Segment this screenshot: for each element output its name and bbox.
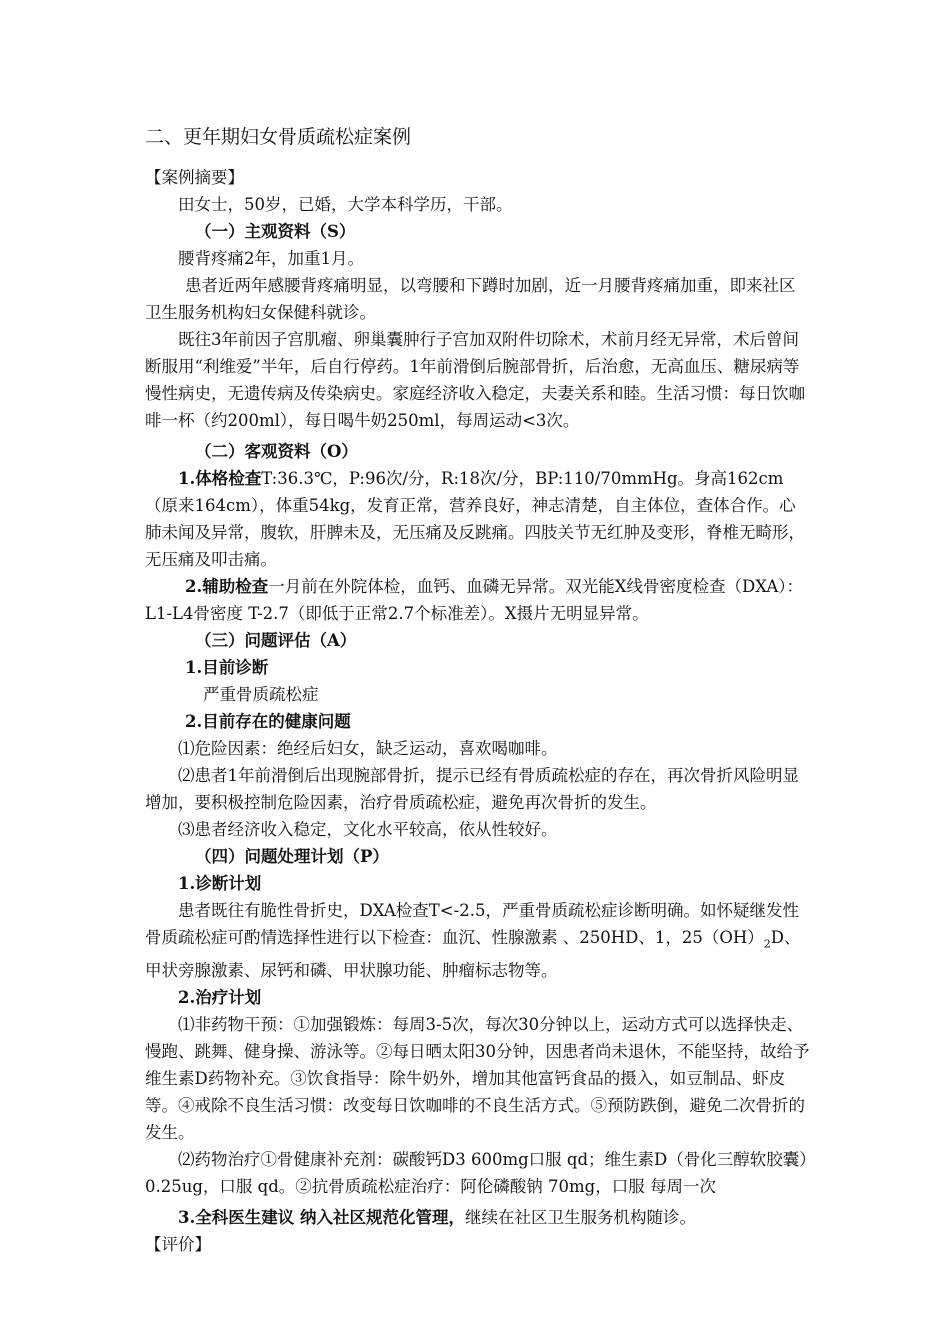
- physical-exam-label: 1.体格检查: [178, 469, 262, 488]
- plan-heading: （四）问题处理计划（P）: [195, 847, 389, 866]
- current-diagnosis-label: 1.目前诊断: [185, 658, 269, 677]
- health-problem-1: ⑴危险因素：绝经后妇女，缺乏运动，喜欢喝咖啡。: [178, 739, 558, 758]
- subjective-heading: （一）主观资料（S）: [195, 222, 356, 241]
- document-body: [145, 120, 810, 1258]
- patient-info: 田女士，50岁，已婚，大学本科学历，干部。: [178, 195, 513, 214]
- auxiliary-exam: [145, 573, 810, 627]
- health-problem-3: ⑶患者经济收入稳定，文化水平较高，依从性较好。: [178, 820, 558, 839]
- past-history: 既往3年前因子宫肌瘤、卵巢囊肿行子宫加双附件切除术，术前月经无异常，术后曾间断服用“利维爱”半年，后自行停药。1年前滑倒后腕部骨折，后治愈，无高血压、糖尿病等慢性病史，无遗传病及传染病史。家庭经济收入稳定，夫妻关系和睦。生活习惯：每日饮咖啡一杯（约200ml），每日喝牛奶250ml，每周运动<3次。: [145, 330, 805, 430]
- auxiliary-exam-label: 2.辅助检查: [185, 577, 269, 596]
- summary-header: 【案例摘要】: [145, 168, 244, 187]
- health-problem-2: ⑵患者1年前滑倒后出现腕部骨折，提示已经有骨质疏松症的存在，再次骨折风险明显增加，要积极控制危险因素，治疗骨质疏松症，避免再次骨折的发生。: [145, 766, 799, 812]
- case-title: 二、更年期妇女骨质疏松症案例: [145, 126, 412, 148]
- treatment-drug: ⑵药物治疗①骨健康补充剂：碳酸钙D3 600mg口服 qd；维生素D（骨化三醇软胶囊）0.25ug，口服 qd。②抗骨质疏松症治疗：阿伦磷酸钠 70mg，口服 每周一次: [145, 1150, 808, 1197]
- health-problems-label: 2.目前存在的健康问题: [185, 712, 351, 731]
- chief-complaint: 腰背疼痛2年，加重1月。: [178, 249, 364, 268]
- gp-advice-label: 3.全科医生建议 纳入社区规范化管理，: [178, 1208, 465, 1228]
- current-diagnosis-text: 严重骨质疏松症: [203, 685, 319, 704]
- objective-heading: （二）客观资料（O）: [195, 442, 358, 461]
- diagnosis-plan-text: [145, 897, 810, 984]
- treatment-non-drug: ⑴非药物干预：①加强锻炼：每周3-5次，每次30分钟以上，运动方式可以选择快走、慢跑、跳舞、健身操、游泳等。②每日晒太阳30分钟，因患者尚未退休，不能坚持，故给予维生素D药物补充。③饮食指导：除牛奶外，增加其他富钙食品的摄入，如豆制品、虾皮等。④戒除不良生活习惯：改变每日饮咖啡的不良生活方式。⑤预防跌倒，避免二次骨折的发生。: [145, 1015, 810, 1143]
- diagnosis-plan-text-b: D、甲状旁腺激素、尿钙和磷、甲状腺功能、肿瘤标志物等。: [145, 928, 801, 981]
- diagnosis-plan-text-a: 患者既往有脆性骨折史，DXA检查T<-2.5，严重骨质疏松症诊断明确。如怀疑继发性骨质疏松症可酌情选择性进行以下检查：血沉、性腺激素 、250HD、1，25（OH）: [145, 901, 799, 947]
- assessment-heading: （三）问题评估（A）: [195, 631, 357, 650]
- auxiliary-exam-text: 一月前在外院体检，血钙、血磷无异常。双光能X线骨密度检查（DXA）：L1-L4骨密度 T-2.7（即低于正常2.7个标准差）。X摄片无明显异常。: [145, 577, 804, 623]
- physical-exam: [145, 465, 810, 573]
- diagnosis-plan-subscript: 2: [763, 937, 771, 951]
- gp-advice-text: 继续在社区卫生服务机构随诊。: [464, 1208, 696, 1228]
- history-present-illness: 患者近两年感腰背疼痛明显，以弯腰和下蹲时加剧，近一月腰背疼痛加重，即来社区卫生服务机构妇女保健科就诊。: [145, 276, 796, 322]
- treatment-plan-label: 2.治疗计划: [178, 988, 262, 1008]
- evaluation-header: 【评价】: [145, 1235, 211, 1255]
- gp-advice: [145, 1204, 810, 1231]
- physical-exam-text: T:36.3℃，P:96次/分，R:18次/分，BP:110/70mmHg。身高162cm（原来164cm），体重54kg，发育正常，营养良好，神志清楚，自主体位，查体合作。心肺未闻及异常，腹软，肝脾未及，无压痛及反跳痛。四肢关节无红肿及变形，脊椎无畸形，无压痛及叩击痛。: [145, 469, 805, 569]
- diagnosis-plan-label: 1.诊断计划: [178, 874, 262, 893]
